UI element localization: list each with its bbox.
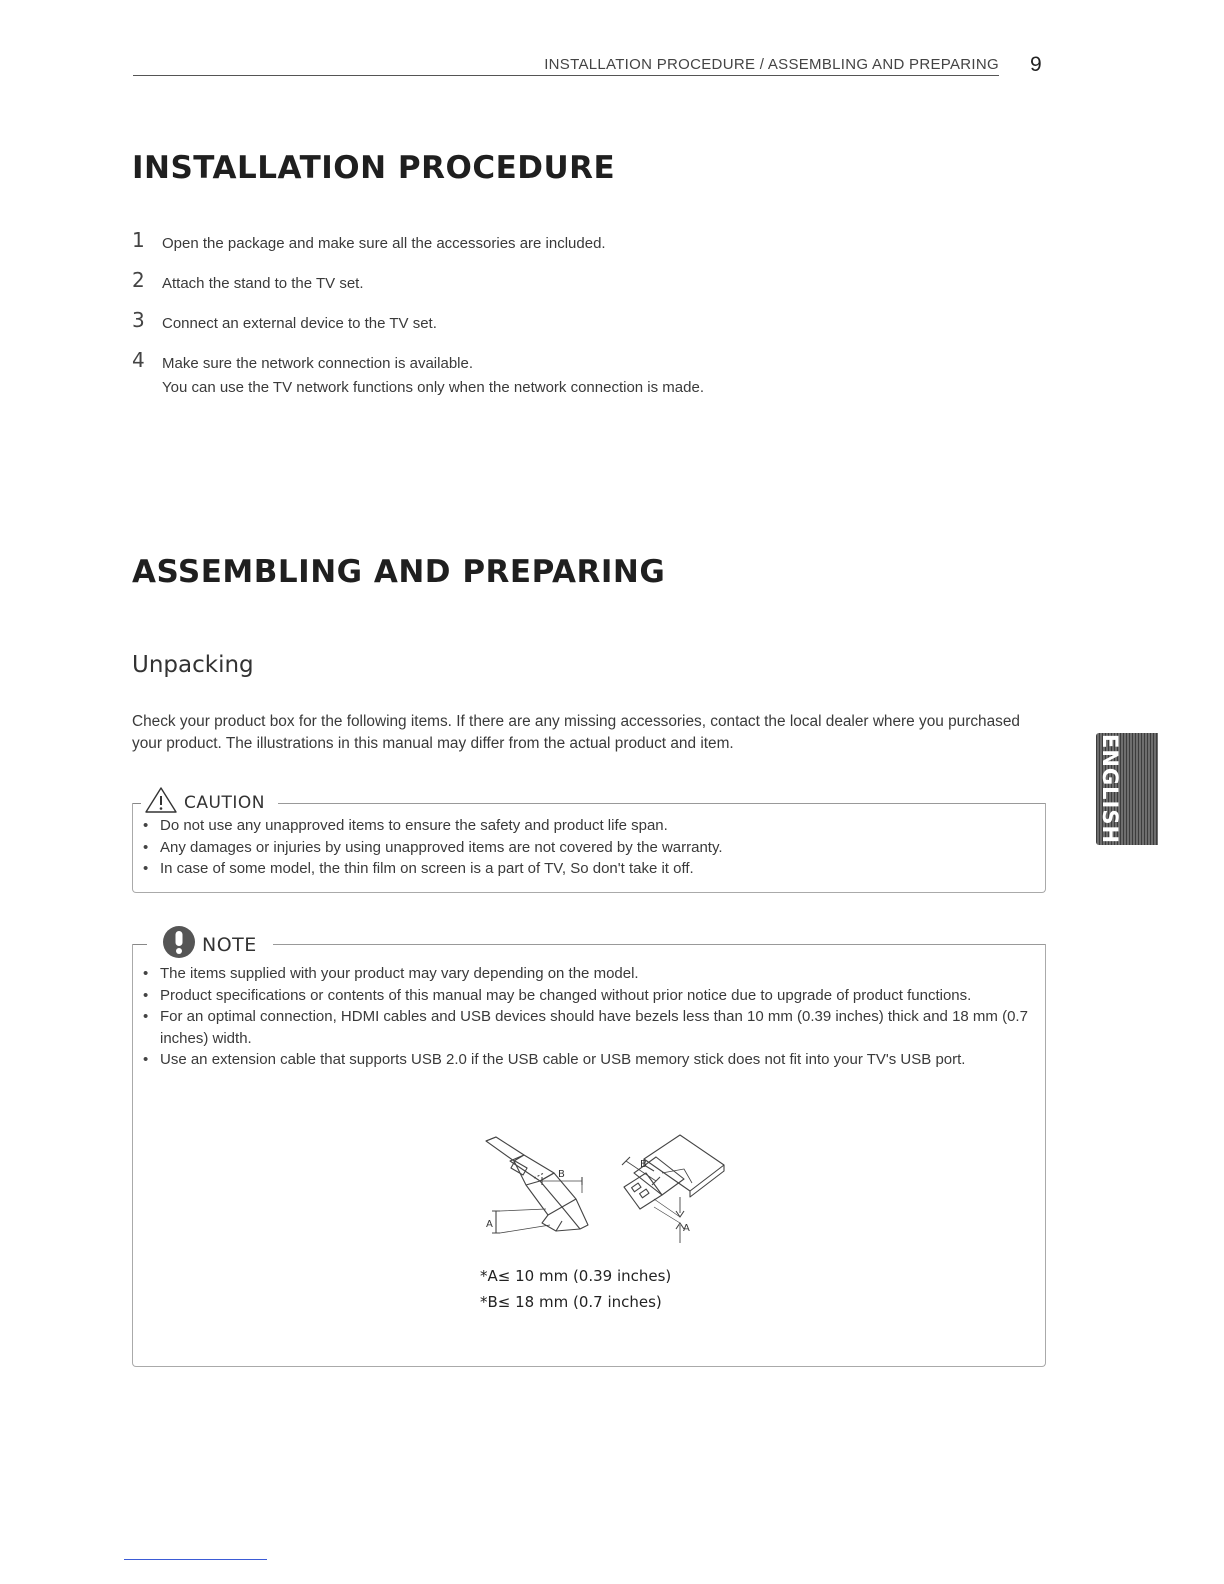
box-border (278, 803, 1045, 804)
dimension-label-b: B (640, 1159, 647, 1170)
step-number: 3 (132, 308, 145, 332)
caution-list (133, 815, 1033, 880)
connector-dimension-illustration (484, 1133, 734, 1245)
step-text: Connect an external device to the TV set. (162, 315, 437, 332)
dimension-label-a: A (683, 1223, 690, 1234)
list-item: • Product specifications or contents of this manual may be changed without prior notice due to upgrade of product functions. (133, 985, 1033, 1007)
spec-line-b: *B≤ 18 mm (0.7 inches) (480, 1293, 662, 1311)
box-border (133, 944, 147, 945)
step-number: 1 (132, 228, 145, 252)
unpacking-intro: Check your product box for the following items. If there are any missing accessories, contact the local dealer where you purchased your product. The illustrations in this manual may differ from the actual product and item. (132, 713, 1020, 752)
step-text: Open the package and make sure all the accessories are included. (162, 235, 606, 252)
step-number: 2 (132, 268, 145, 292)
section-title-installation: INSTALLATION PROCEDURE (132, 150, 616, 186)
list-item: • Do not use any unapproved items to ensure the safety and product life span. (133, 815, 1033, 837)
language-tab-label: ENGLISH (1098, 733, 1122, 845)
step-text: Make sure the network connection is available. (162, 355, 474, 372)
page-number: 9 (1030, 53, 1042, 76)
warning-triangle-icon (144, 786, 178, 814)
caution-label: CAUTION (184, 793, 265, 813)
step-text: Attach the stand to the TV set. (162, 275, 364, 292)
list-item: • The items supplied with your product may vary depending on the model. (133, 963, 1033, 985)
note-list (133, 963, 1033, 1071)
step-number: 4 (132, 348, 145, 372)
list-item: • Use an extension cable that supports USB 2.0 if the USB cable or USB memory stick does not fit into your TV's USB port. (133, 1049, 1033, 1071)
list-item: • Any damages or injuries by using unapproved items are not covered by the warranty. (133, 837, 1033, 859)
spec-line-a: *A≤ 10 mm (0.39 inches) (480, 1267, 672, 1285)
list-item: • In case of some model, the thin film on screen is a part of TV, So don't take it off. (133, 858, 1033, 880)
dimension-label-b: B (558, 1169, 565, 1180)
subheading-unpacking: Unpacking (132, 652, 254, 678)
list-item: • For an optimal connection, HDMI cables and USB devices should have bezels less than 10 mm (0.39 inches) thick and 18 mm (0.7 inches) width. (133, 1006, 1033, 1049)
dimension-label-a: A (486, 1219, 493, 1230)
running-header: INSTALLATION PROCEDURE / ASSEMBLING AND PREPARING (133, 56, 999, 76)
section-title-assembling: ASSEMBLING AND PREPARING (132, 554, 666, 590)
step-text-continued: You can use the TV network functions only when the network connection is made. (162, 379, 704, 396)
box-border (133, 803, 141, 804)
box-border (273, 944, 1045, 945)
exclamation-circle-icon (162, 925, 196, 959)
note-label: NOTE (202, 934, 257, 956)
footer-rule (124, 1559, 267, 1560)
